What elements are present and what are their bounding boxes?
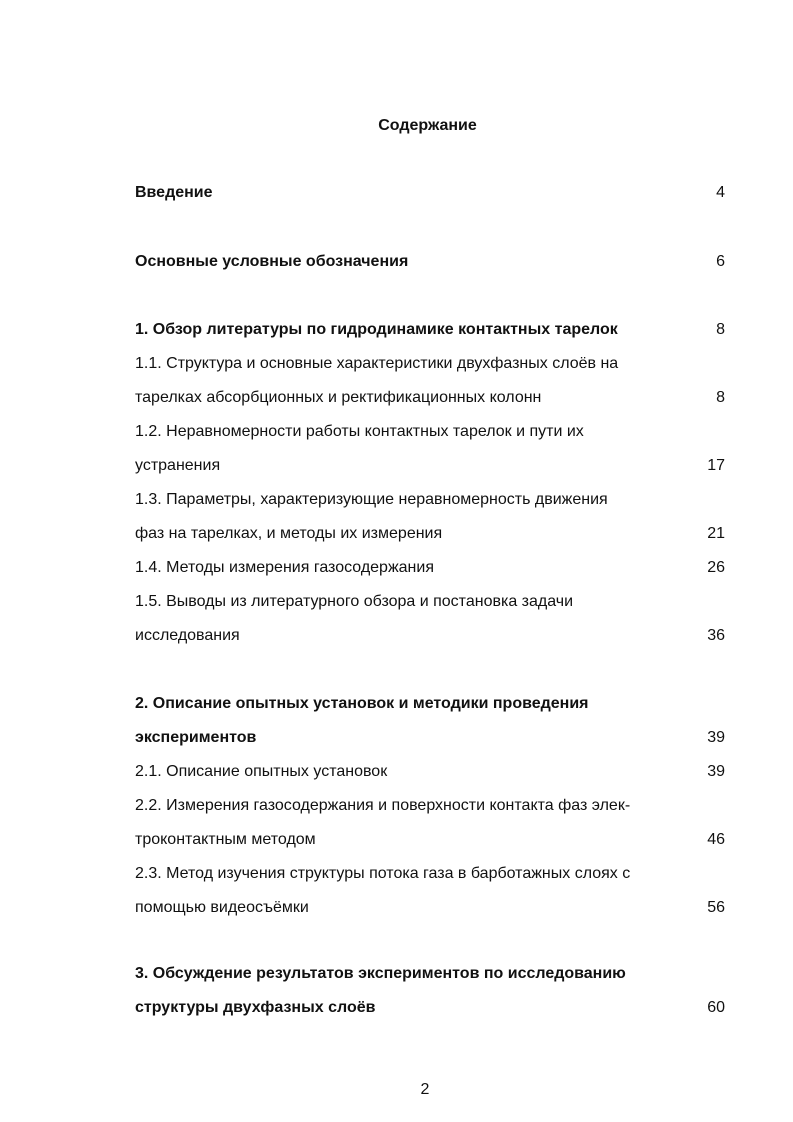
page-title: Содержание <box>378 117 477 134</box>
toc-entry-2-1 <box>135 761 725 783</box>
toc-entry-introduction <box>135 182 725 204</box>
toc-entry-text: 1.5. Выводы из литературного обзора и постановка задачи <box>135 593 574 610</box>
toc-entry-text: 2.1. Описание опытных установок <box>135 763 388 780</box>
toc-entry-text: 2. Описание опытных установок и методики проведения <box>135 695 589 712</box>
toc-entry-text: 2.3. Метод изучения структуры потока газа в барботажных слоях с <box>135 865 631 882</box>
toc-entry-text: структуры двухфазных слоёв <box>135 999 376 1016</box>
toc-entry-1-1-cont <box>135 387 725 409</box>
toc-entry-page: 26 <box>707 559 725 576</box>
toc-entry-page: 4 <box>716 184 725 201</box>
toc-entry-text: тарелках абсорбционных и ректификационных колонн <box>135 389 542 406</box>
toc-entry-1-3 <box>135 489 725 511</box>
toc-entry-2-2-cont <box>135 829 725 851</box>
toc-entry-page: 36 <box>707 627 725 644</box>
toc-entry-1-3-cont <box>135 523 725 545</box>
toc-entry-1-1 <box>135 353 725 375</box>
toc-entry-1-2-cont <box>135 455 725 477</box>
toc-entry-2-3 <box>135 863 725 885</box>
toc-entry-page: 21 <box>707 525 725 542</box>
toc-entry-text: 2.2. Измерения газосодержания и поверхности контакта фаз элек- <box>135 797 631 814</box>
toc-entry-chapter-2-cont <box>135 727 725 749</box>
toc-entry-page: 8 <box>716 321 725 338</box>
toc-entry-1-2 <box>135 421 725 443</box>
toc-entry-text: исследования <box>135 627 240 644</box>
toc-entry-text: помощью видеосъёмки <box>135 899 309 916</box>
toc-entry-1-5 <box>135 591 725 613</box>
toc-entry-chapter-2 <box>135 693 725 715</box>
toc-entry-1-5-cont <box>135 625 725 647</box>
toc-entry-page: 60 <box>707 999 725 1016</box>
toc-entry-page: 17 <box>707 457 725 474</box>
toc-entry-1-4 <box>135 557 725 579</box>
toc-entry-text: Введение <box>135 184 213 201</box>
toc-entry-text: 1.1. Структура и основные характеристики двухфазных слоёв на <box>135 355 619 372</box>
toc-entry-page: 8 <box>716 389 725 406</box>
toc-entry-text: 1. Обзор литературы по гидродинамике контактных тарелок <box>135 321 618 338</box>
toc-entry-text: троконтактным методом <box>135 831 316 848</box>
toc-entry-text: Основные условные обозначения <box>135 253 409 270</box>
toc-entry-chapter-3-cont <box>135 997 725 1019</box>
toc-entry-text: устранения <box>135 457 221 474</box>
toc-entry-chapter-3 <box>135 963 725 985</box>
toc-entry-page: 39 <box>707 729 725 746</box>
toc-entry-text: 1.4. Методы измерения газосодержания <box>135 559 434 576</box>
toc-entry-chapter-1 <box>135 319 725 341</box>
toc-entry-page: 39 <box>707 763 725 780</box>
page-number: 2 <box>420 1081 430 1098</box>
toc-entry-page: 6 <box>716 253 725 270</box>
toc-entry-2-2 <box>135 795 725 817</box>
toc-entry-text: 1.2. Неравномерности работы контактных тарелок и пути их <box>135 423 584 440</box>
toc-entry-page: 56 <box>707 899 725 916</box>
toc-entry-text: фаз на тарелках, и методы их измерения <box>135 525 443 542</box>
toc-entry-2-3-cont <box>135 897 725 919</box>
toc-entry-notation <box>135 251 725 273</box>
toc-entry-text: 1.3. Параметры, характеризующие неравномерность движения <box>135 491 608 508</box>
toc-entry-text: экспериментов <box>135 729 257 746</box>
toc-entry-page: 46 <box>707 831 725 848</box>
toc-entry-text: 3. Обсуждение результатов экспериментов по исследованию <box>135 965 626 982</box>
